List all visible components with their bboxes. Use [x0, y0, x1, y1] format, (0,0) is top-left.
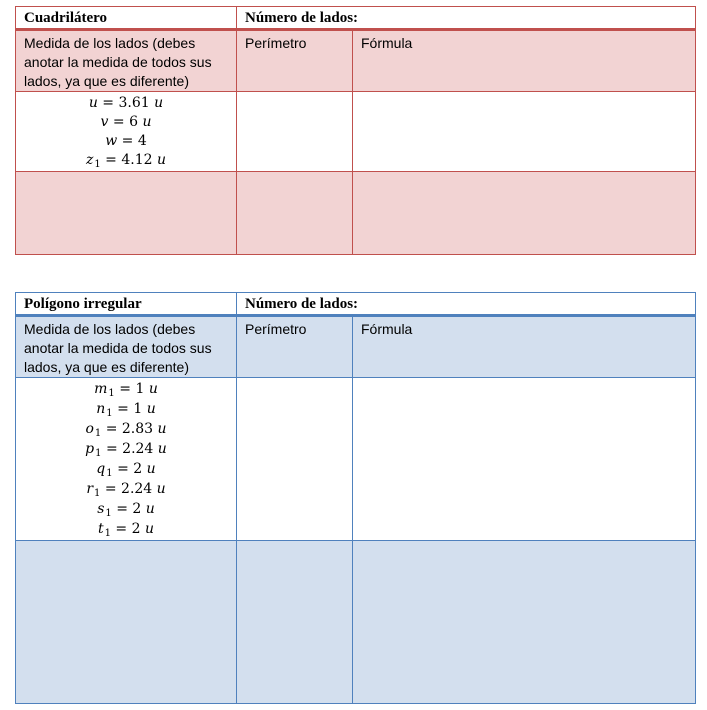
sides-count-label: Número de lados:: [237, 7, 696, 30]
empty-cell[interactable]: [16, 172, 237, 255]
side-measure-value: [16, 380, 236, 400]
side-measure-value: [16, 420, 236, 440]
side-measure-value: [16, 113, 236, 132]
table-title: Polígono irregular: [16, 293, 237, 316]
side-length: 3.61: [118, 95, 150, 111]
side-unit: u: [157, 421, 167, 437]
side-variable: p: [85, 441, 95, 457]
equals-sign: =: [97, 95, 119, 111]
column-labels-row: [16, 316, 696, 378]
side-measures-list: [16, 380, 236, 540]
side-variable: u: [88, 95, 98, 111]
equals-sign: =: [101, 441, 123, 457]
side-unit: u: [142, 114, 152, 130]
empty-cell[interactable]: [16, 541, 237, 704]
side-subscript: 1: [106, 408, 113, 419]
side-variable: s: [97, 501, 105, 517]
equals-sign: =: [114, 381, 136, 397]
side-unit: u: [157, 152, 167, 168]
side-variable: z: [85, 152, 94, 168]
table-header-row: [16, 7, 696, 30]
side-length: 2: [132, 501, 142, 517]
side-length: 2.83: [121, 421, 154, 437]
side-measure-value: [16, 94, 236, 113]
side-length: 1: [133, 401, 143, 417]
side-length: 4: [137, 133, 147, 149]
side-subscript: 1: [94, 428, 102, 439]
side-measures-cell: [16, 92, 237, 172]
formula-answer-cell[interactable]: [353, 378, 696, 541]
equals-sign: =: [112, 461, 134, 477]
quadrilateral-table: [15, 6, 696, 255]
side-measure-value: [16, 132, 236, 151]
side-variable: n: [96, 401, 106, 417]
side-subscript: 1: [95, 448, 102, 459]
side-length: 6: [129, 114, 138, 130]
side-unit: u: [156, 481, 166, 497]
side-variable: o: [85, 421, 94, 437]
side-variable: t: [97, 521, 104, 537]
values-row: [16, 92, 696, 172]
equals-sign: =: [108, 114, 130, 130]
table-header-row: [16, 293, 696, 316]
equals-sign: =: [111, 501, 133, 517]
empty-cell[interactable]: [237, 541, 353, 704]
side-unit: u: [157, 441, 167, 457]
side-measures-cell: [16, 378, 237, 541]
column-labels-row: [16, 30, 696, 92]
side-variable: v: [100, 114, 109, 130]
side-unit: u: [146, 461, 156, 477]
side-unit: u: [148, 381, 158, 397]
side-measure-value: [16, 440, 236, 460]
empty-cell[interactable]: [353, 172, 696, 255]
side-variable: m: [94, 381, 108, 397]
equals-sign: =: [101, 421, 122, 437]
formula-answer-cell[interactable]: [353, 92, 696, 172]
side-subscript: 1: [106, 468, 113, 479]
side-measure-value: [16, 151, 236, 171]
perimeter-column-label: Perímetro: [237, 30, 353, 92]
empty-row: [16, 172, 696, 255]
side-unit: u: [146, 401, 156, 417]
side-measure-value: [16, 500, 236, 520]
side-length: 2.24: [122, 441, 154, 457]
formula-column-label: Fórmula: [353, 316, 696, 378]
side-variable: w: [105, 133, 118, 149]
sides-count-label: Número de lados:: [237, 293, 696, 316]
side-measure-value: [16, 460, 236, 480]
side-subscript: 1: [94, 159, 101, 170]
side-length: 2: [131, 521, 141, 537]
side-variable: r: [86, 481, 94, 497]
values-row: [16, 378, 696, 541]
side-subscript: 1: [94, 488, 101, 499]
formula-column-label: Fórmula: [353, 30, 696, 92]
side-subscript: 1: [104, 528, 111, 539]
measure-column-label: Medida de los lados (debes anotar la medida de todos sus lados, ya que es diferente): [16, 30, 237, 92]
side-length: 2: [133, 461, 143, 477]
side-measure-value: [16, 400, 236, 420]
side-length: 2.24: [121, 481, 153, 497]
side-length: 1: [135, 381, 145, 397]
side-unit: u: [145, 501, 155, 517]
table-title: Cuadrilátero: [16, 7, 237, 30]
side-measures-list: [16, 94, 236, 171]
side-unit: u: [154, 95, 164, 111]
perimeter-answer-cell[interactable]: [237, 92, 353, 172]
side-subscript: 1: [108, 388, 115, 399]
perimeter-answer-cell[interactable]: [237, 378, 353, 541]
side-subscript: 1: [105, 508, 112, 519]
empty-cell[interactable]: [353, 541, 696, 704]
measure-column-label: Medida de los lados (debes anotar la medida de todos sus lados, ya que es diferente): [16, 316, 237, 378]
side-variable: q: [96, 461, 106, 477]
side-measure-value: [16, 480, 236, 500]
empty-row: [16, 541, 696, 704]
irregular-polygon-table: [15, 292, 696, 704]
perimeter-column-label: Perímetro: [237, 316, 353, 378]
equals-sign: =: [110, 521, 132, 537]
equals-sign: =: [112, 401, 134, 417]
side-unit: u: [145, 521, 155, 537]
side-measure-value: [16, 520, 236, 540]
equals-sign: =: [117, 133, 138, 149]
equals-sign: =: [100, 481, 122, 497]
empty-cell[interactable]: [237, 172, 353, 255]
equals-sign: =: [100, 152, 122, 168]
side-length: 4.12: [121, 152, 153, 168]
